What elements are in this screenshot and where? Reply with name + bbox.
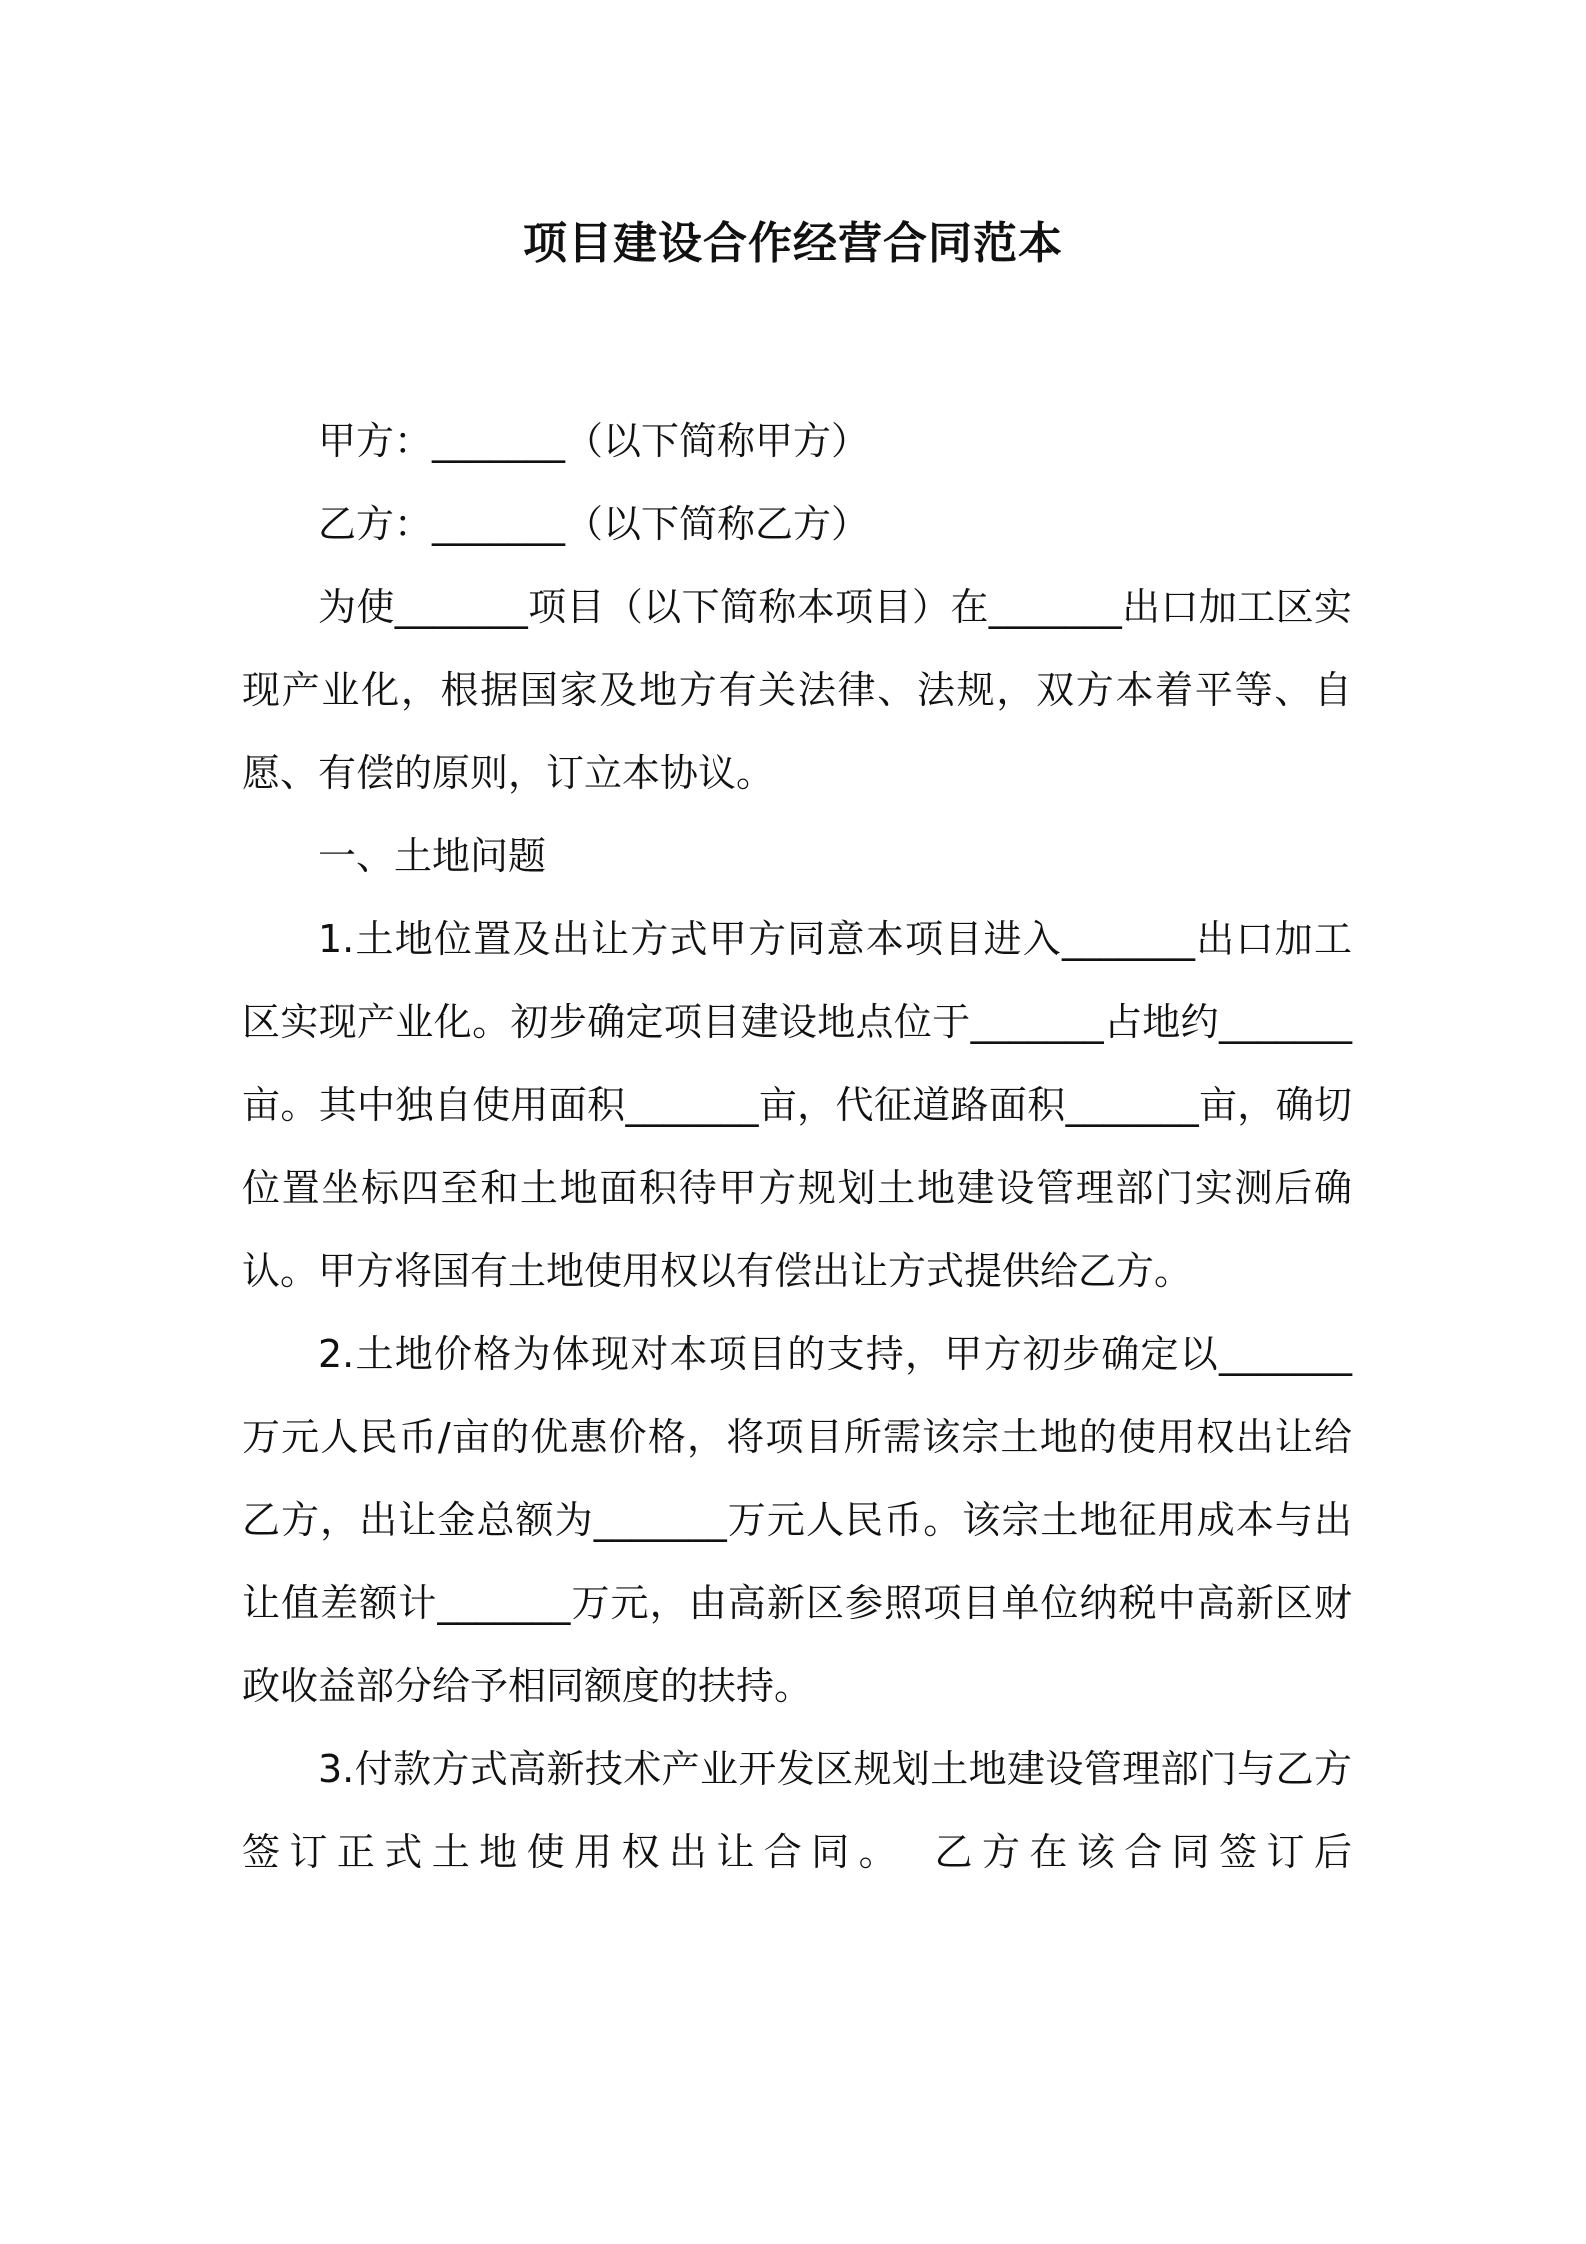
clause-payment-method: 3.付款方式高新技术产业开发区规划土地建设管理部门与乙方签订正式土地使用权出让合同。 乙方在该合同签订后 <box>242 1747 1352 1874</box>
party-b-line: 乙方：_______（以下简称乙方） <box>318 502 870 546</box>
section-heading-land: 一、土地问题 <box>318 834 547 878</box>
document-title: 项目建设合作经营合同范本 <box>523 218 1063 269</box>
clause-land-price: 2.土地价格为体现对本项目的支持，甲方初步确定以_______万元人民币/亩的优惠价格，将项目所需该宗土地的使用权出让给乙方，出让金总额为_______万元人民币。该宗土地征用成本与出让值差额计_______万元，由高新区参照项目单位纳税中高新区财政收益部分给予相同额度的扶持。 <box>242 1332 1352 1708</box>
preamble-paragraph: 为使_______项目（以下简称本项目）在_______出口加工区实现产业化，根据国家及地方有关法律、法规，双方本着平等、自愿、有偿的原则，订立本协议。 <box>242 585 1352 795</box>
clause-land-location: 1.土地位置及出让方式甲方同意本项目进入_______出口加工区实现产业化。初步确定项目建设地点位于_______占地约_______亩。其中独自使用面积_______亩，代征道路面积_______亩，确切位置坐标四至和土地面积待甲方规划土地建设管理部门实测后确认。甲方将国有土地使用权以有偿出让方式提供给乙方。 <box>242 917 1352 1293</box>
party-a-line: 甲方：_______（以下简称甲方） <box>318 419 870 463</box>
document-body <box>242 400 1352 1894</box>
